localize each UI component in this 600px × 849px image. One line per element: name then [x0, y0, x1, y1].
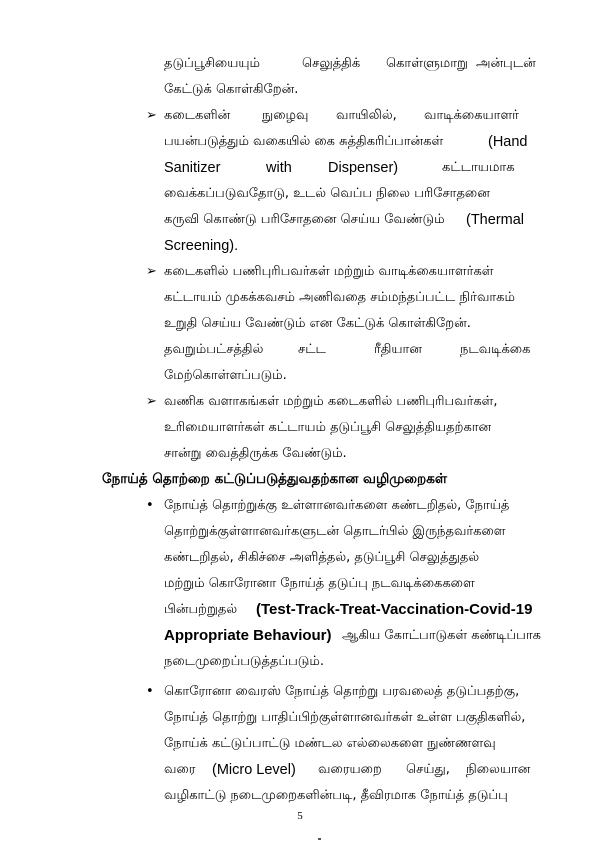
heading-text: நோய்த் தொற்றை கட்டுப்படுத்துவதற்கான வழிமுறைகள் [102, 471, 448, 487]
text-word: செய்து, [406, 762, 450, 777]
text-word: கடைகளின் [164, 108, 231, 123]
text-word: (Thermal [466, 212, 525, 228]
p1-line-1 [0, 52, 600, 76]
text-line: கடைகளில் பணிபுரிபவர்கள் மற்றும் வாடிக்கையாளர்கள் [164, 264, 494, 279]
text-line: சான்று வைத்திருக்க வேண்டும். [164, 446, 347, 461]
b1-line-5 [0, 598, 600, 622]
text-word: Sanitizer [164, 160, 221, 176]
bullet-icon: • [146, 684, 154, 699]
p4-line-1 [0, 390, 600, 414]
p3-line-3 [0, 312, 600, 336]
text-line: உறுதி செய்ய வேண்டும் என கேட்டுக் கொள்கிறேன். [164, 316, 471, 331]
section-heading [0, 467, 600, 491]
text-word: (Micro Level) [212, 762, 296, 778]
b2-line-5 [0, 784, 600, 808]
b1-line-2 [0, 520, 600, 544]
text-line: பயன்படுத்தும் வகையில் கை சுத்திகரிப்பான்கள் [164, 134, 444, 149]
text-line: மேற்கொள்ளப்படும். [164, 368, 287, 383]
p4-line-3 [0, 442, 600, 466]
text-line: வைக்கப்படுவதோடு, உடல் வெப்ப நிலை பரிசோதனை [164, 186, 490, 201]
b2-line-4 [0, 758, 600, 782]
text-word: வரையறை [318, 762, 382, 777]
text-word: அன்புடன் [476, 56, 536, 71]
text-word: நுழைவு [262, 108, 309, 123]
p2-line-4 [0, 182, 600, 206]
text-word: நிலையான [466, 762, 531, 777]
text-word: தடுப்பூசியையும் [164, 56, 260, 71]
p1-line-2 [0, 78, 600, 102]
text-word: நடவடிக்கை [460, 342, 531, 357]
text-line: மற்றும் கொரோனா நோய்த் தடுப்பு நடவடிக்கைகளை [164, 576, 475, 591]
page-number: 5 [297, 810, 303, 822]
text-word: Screening). [164, 238, 239, 254]
text-word: கட்டாயமாக [442, 160, 515, 175]
text-line: தொற்றுக்குள்ளானவர்களுடன் தொடர்பில் இருந்தவர்களை [164, 524, 506, 539]
b2-line-3 [0, 732, 600, 756]
b1-line-4 [0, 572, 600, 596]
text-word: கொள்ளுமாறு [386, 56, 468, 71]
b1-line-1 [0, 494, 600, 518]
text-line: கேட்டுக் கொள்கிறேன். [164, 82, 299, 97]
text-word: சட்ட [298, 342, 326, 357]
text-word: Appropriate Behaviour) [164, 627, 332, 644]
b1-line-3 [0, 546, 600, 570]
text-line: உரிமையாளர்கள் கட்டாயம் தடுப்பூசி செலுத்தியதற்கான [164, 420, 492, 435]
b1-line-6 [0, 624, 600, 648]
p2-line-3 [0, 156, 600, 180]
footer-mark [318, 838, 321, 840]
text-word: (Test-Track-Treat-Vaccination-Covid-19 [256, 601, 533, 618]
text-line: ஆகிய கோட்பாடுகள் கண்டிப்பாக [342, 628, 541, 643]
b2-line-2 [0, 706, 600, 730]
b1-line-7 [0, 650, 600, 674]
text-line: கண்டறிதல், சிகிச்சை அளித்தல், தடுப்பூசி செலுத்துதல் [164, 550, 480, 565]
p3-line-2 [0, 286, 600, 310]
text-word: Dispenser) [328, 160, 399, 176]
p3-line-5 [0, 364, 600, 388]
arrow-bullet-icon: ➢ [146, 264, 157, 279]
text-line: கருவி கொண்டு பரிசோதனை செய்ய வேண்டும் [164, 212, 445, 227]
bullet-icon: • [146, 498, 154, 513]
b2-line-1 [0, 680, 600, 704]
p3-line-1 [0, 260, 600, 284]
p2-line-6 [0, 234, 600, 258]
p2-line-1 [0, 104, 600, 128]
text-line: நோய்க் கட்டுப்பாட்டு மண்டல எல்லைகளை நுண்ணளவு [164, 736, 496, 751]
arrow-bullet-icon: ➢ [146, 108, 157, 123]
text-line: கட்டாயம் முகக்கவசம் அணிவதை சம்மந்தப்பட்ட நிர்வாகம் [164, 290, 515, 305]
text-word: ரீதியான [374, 342, 422, 357]
text-word: (Hand [488, 134, 528, 150]
text-line: வழிகாட்டு நடைமுறைகளின்படி, தீவிரமாக நோய்த் தடுப்பு [164, 788, 508, 803]
text-word: வாடிக்கையாளர் [424, 108, 519, 123]
p2-line-2 [0, 130, 600, 154]
text-line: நடைமுறைப்படுத்தப்படும். [164, 654, 325, 669]
p4-line-2 [0, 416, 600, 440]
text-word: வரை [164, 762, 196, 777]
text-word: தவறும்பட்சத்தில் [164, 342, 264, 357]
text-line: நோய்த் தொற்றுக்கு உள்ளானவர்களை கண்டறிதல், நோய்த் [164, 498, 510, 513]
text-line: வணிக வளாகங்கள் மற்றும் கடைகளில் பணிபுரிபவர்கள், [164, 394, 498, 409]
p2-line-5 [0, 208, 600, 232]
text-line: கொரோனா வைரஸ் நோய்த் தொற்று பரவலைத் தடுப்பதற்கு, [164, 684, 520, 699]
text-word: with [266, 160, 292, 176]
text-word: பின்பற்றுதல் [164, 602, 238, 617]
p3-line-4 [0, 338, 600, 362]
arrow-bullet-icon: ➢ [146, 394, 157, 409]
text-word: வாயிலில், [336, 108, 397, 123]
text-line: நோய்த் தொற்று பாதிப்பிற்குள்ளானவர்கள் உள்ள பகுதிகளில், [164, 710, 526, 725]
text-word: செலுத்திக் [302, 56, 361, 71]
